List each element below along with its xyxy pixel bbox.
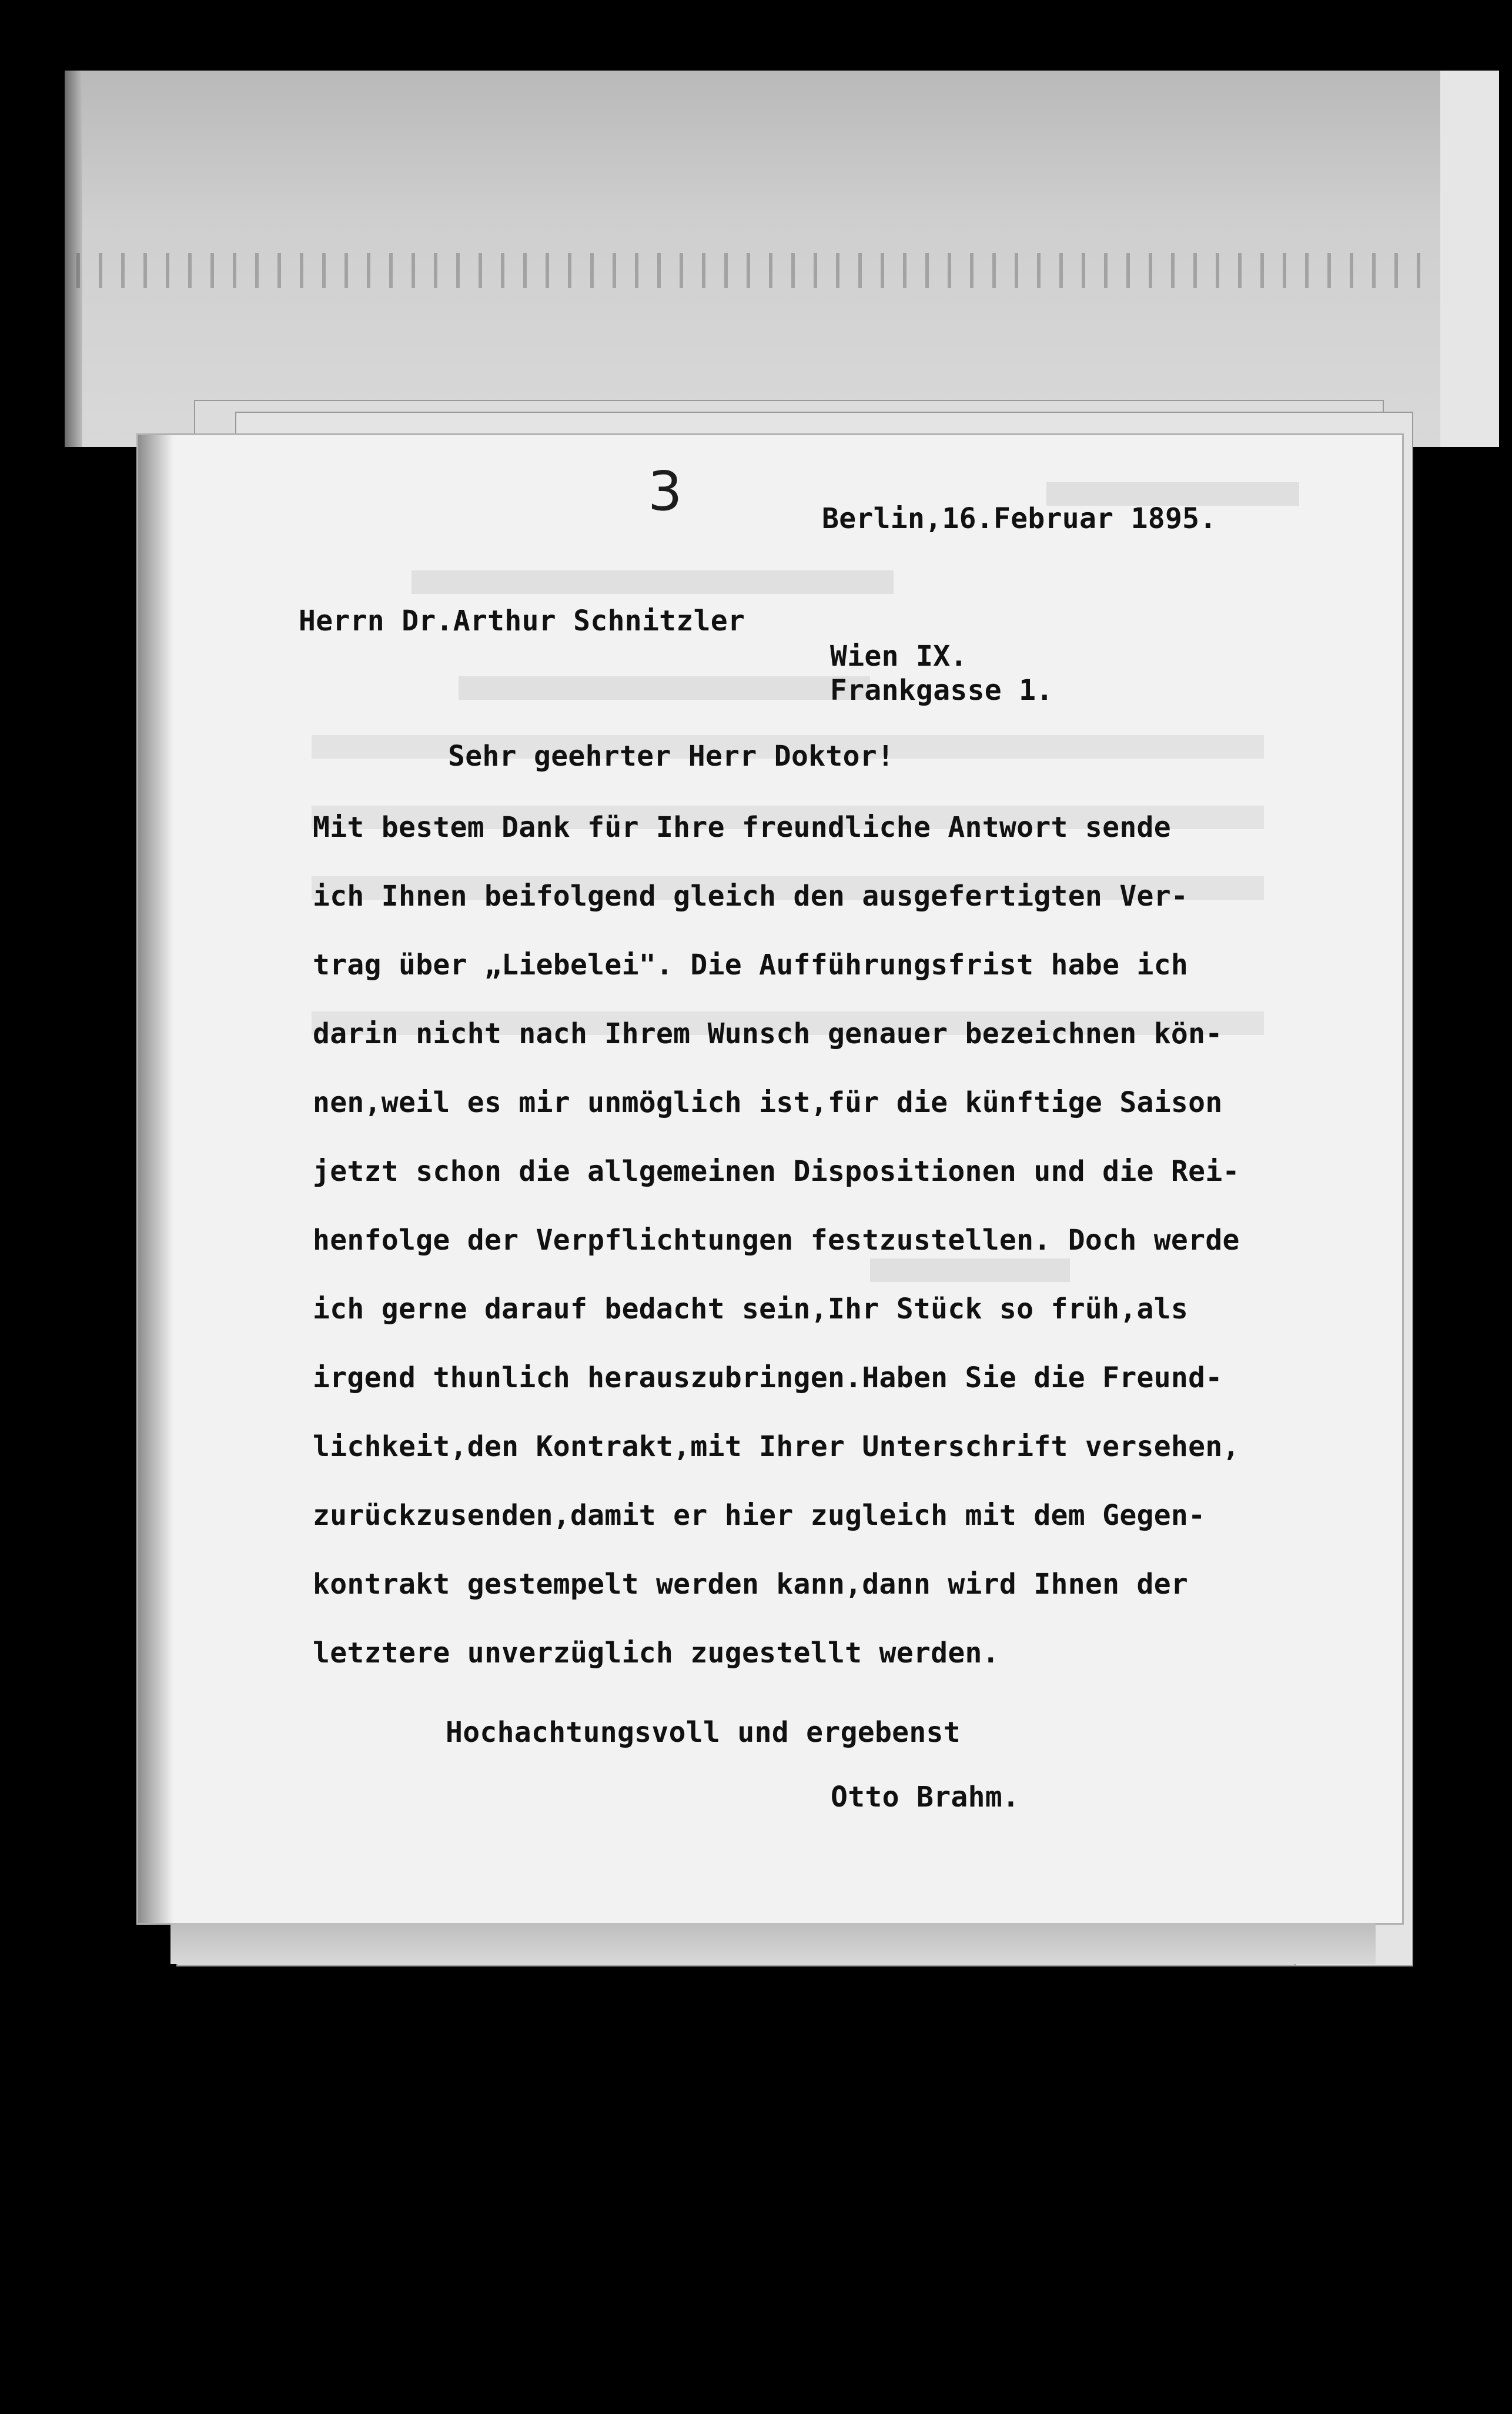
folio-number: 3 [648,460,683,523]
body-line: henfolge der Verpflichtungen festzustellen. Doch werde [313,1224,1240,1257]
body-line: darin nicht nach Ihrem Wunsch genauer bezeichnen kön- [313,1017,1223,1050]
back-sheet-faded-marks [76,253,1429,288]
body-line: kontrakt gestempelt werden kann,dann wird Ihnen der [313,1568,1189,1601]
body-line: ich Ihnen beifolgend gleich den ausgefertigten Ver- [313,880,1189,913]
letter-page-underside [170,1923,1376,1964]
salutation: Sehr geehrter Herr Doktor! [448,740,895,773]
back-sheet-edge [1440,71,1499,447]
bleed-through-mark [459,676,870,700]
signature: Otto Brahm. [831,1781,1020,1814]
body-line: trag über „Liebelei". Die Aufführungsfrist habe ich [313,949,1189,981]
closing-phrase: Hochachtungsvoll und ergebenst [446,1716,961,1749]
bleed-through-mark [870,1258,1070,1282]
letter-page-shadow [138,435,173,1923]
letter-date: Berlin,16.Februar 1895. [822,502,1217,535]
body-line: ich gerne darauf bedacht sein,Ihr Stück so früh,als [313,1293,1189,1325]
recipient-city: Wien IX. [830,640,968,673]
recipient-street: Frankgasse 1. [830,674,1053,707]
body-line: nen,weil es mir unmöglich ist,für die künftige Saison [313,1086,1223,1119]
body-line: jetzt schon die allgemeinen Dispositionen und die Rei- [313,1155,1240,1188]
body-line: lichkeit,den Kontrakt,mit Ihrer Unterschrift versehen, [313,1430,1240,1463]
body-line: zurückzusenden,damit er hier zugleich mit dem Gegen- [313,1499,1206,1532]
body-line: letztere unverzüglich zugestellt werden. [313,1637,999,1670]
recipient-name: Herrn Dr.Arthur Schnitzler [299,605,745,637]
body-line: irgend thunlich herauszubringen.Haben Sie die Freund- [313,1361,1223,1394]
bleed-through-mark [412,570,894,594]
body-line: Mit bestem Dank für Ihre freundliche Antwort sende [313,811,1171,844]
